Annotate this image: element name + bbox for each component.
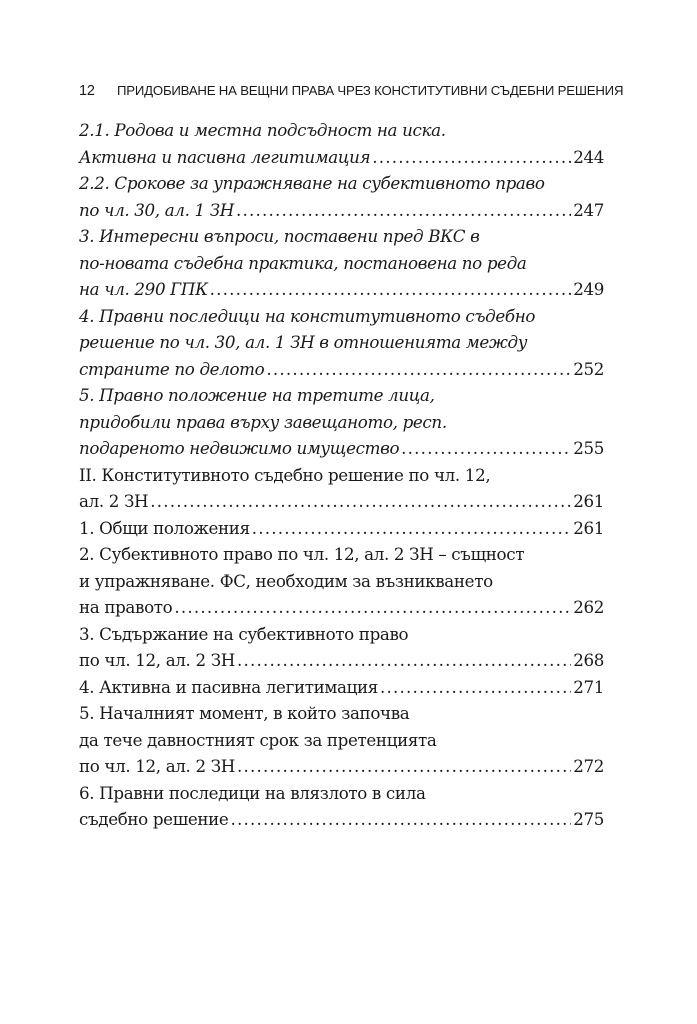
toc-entry-text: решение по чл. 30, ал. 1 ЗН в отношенията между (79, 332, 528, 352)
toc-entry-text: 3. Интересни въпроси, поставени пред ВКС в (79, 226, 480, 246)
toc-entry[interactable] (79, 117, 604, 170)
toc-entry[interactable] (79, 515, 604, 542)
toc-page-number: 268 (573, 650, 604, 670)
toc-entry-text: да тече давностният срок за претенцията (79, 729, 437, 750)
toc-entry-text: Активна и пасивна легитимация (79, 146, 371, 167)
dot-leader (266, 356, 571, 383)
toc-entry-text: 1. Общи положения (79, 517, 250, 538)
toc-entry-text: съдебно решение (79, 809, 229, 829)
toc-entry[interactable] (79, 674, 604, 701)
toc-entry-text: по-новата съдебна практика, постановена по реда (79, 252, 527, 273)
dot-leader (401, 435, 571, 462)
dot-leader (237, 753, 571, 780)
toc-entry-text: ал. 2 ЗН (79, 491, 149, 511)
toc-page-number: 252 (573, 358, 604, 379)
dot-leader (252, 515, 571, 542)
dot-leader (150, 488, 571, 515)
toc-entry[interactable] (79, 170, 604, 223)
dot-leader (380, 674, 571, 701)
toc-entry-text: 5. Правно положение на третите лица, (79, 385, 435, 405)
toc-entry-text: 4. Активна и пасивна легитимация (79, 676, 378, 697)
running-header (79, 79, 624, 103)
toc-entry[interactable] (79, 382, 604, 462)
toc-page-number: 262 (573, 597, 604, 617)
toc-entry-text: 2. Субективното право по чл. 12, ал. 2 ЗН – същност (79, 544, 525, 564)
dot-leader (174, 594, 571, 621)
toc-page-number: 244 (573, 146, 604, 167)
toc-entry[interactable] (79, 700, 604, 780)
toc-entry-text: на правото (79, 597, 173, 617)
toc-entry-text: II. Конститутивното съдебно решение по чл. 12, (79, 464, 491, 485)
dot-leader (372, 144, 571, 171)
toc-page-number: 249 (573, 279, 604, 299)
page-number: 12 (79, 83, 95, 99)
toc-page-number: 271 (573, 676, 604, 697)
toc-entry-text: 5. Началният момент, в който започва (79, 703, 410, 723)
running-title: ПРИДОБИВАНЕ НА ВЕЩНИ ПРАВА ЧРЕЗ КОНСТИТУТИВНИ СЪДЕБНИ РЕШЕНИЯ (117, 83, 624, 98)
toc-entry-text: 3. Съдържание на субективното право (79, 623, 409, 644)
toc-entry-text: и упражняване. ФС, необходим за възникването (79, 570, 493, 591)
toc-entry[interactable] (79, 223, 604, 303)
toc-entry[interactable] (79, 780, 604, 833)
toc-entry-text: на чл. 290 ГПК (79, 279, 208, 299)
toc-entry[interactable] (79, 621, 604, 674)
toc-entry-text: 4. Правни последици на конститутивното съдебно (79, 305, 536, 326)
toc-entry-text: по чл. 12, ал. 2 ЗН (79, 650, 235, 670)
toc-entry-text: 2.1. Родова и местна подсъдност на иска. (79, 120, 446, 140)
toc-entry-text: 6. Правни последици на влязлото в сила (79, 782, 426, 803)
toc-entry-text: по чл. 12, ал. 2 ЗН (79, 756, 235, 776)
toc-entry-text: 2.2. Срокове за упражняване на субективното право (79, 173, 545, 193)
toc-entry[interactable] (79, 541, 604, 621)
table-of-contents (79, 117, 604, 833)
toc-page-number: 247 (573, 199, 604, 220)
dot-leader (210, 276, 572, 303)
toc-entry[interactable] (79, 462, 604, 515)
dot-leader (230, 806, 571, 833)
toc-page-number: 261 (573, 517, 604, 538)
toc-entry-text: подареното недвижимо имущество (79, 438, 400, 458)
toc-page-number: 261 (573, 491, 604, 511)
toc-page-number: 272 (573, 756, 604, 776)
toc-entry-text: придобили права върху завещаното, респ. (79, 411, 447, 432)
toc-page-number: 255 (573, 438, 604, 458)
toc-entry-text: страните по делото (79, 358, 265, 379)
toc-entry-text: по чл. 30, ал. 1 ЗН (79, 199, 234, 220)
toc-entry[interactable] (79, 303, 604, 383)
dot-leader (237, 647, 571, 674)
dot-leader (236, 197, 571, 224)
toc-page-number: 275 (573, 809, 604, 829)
